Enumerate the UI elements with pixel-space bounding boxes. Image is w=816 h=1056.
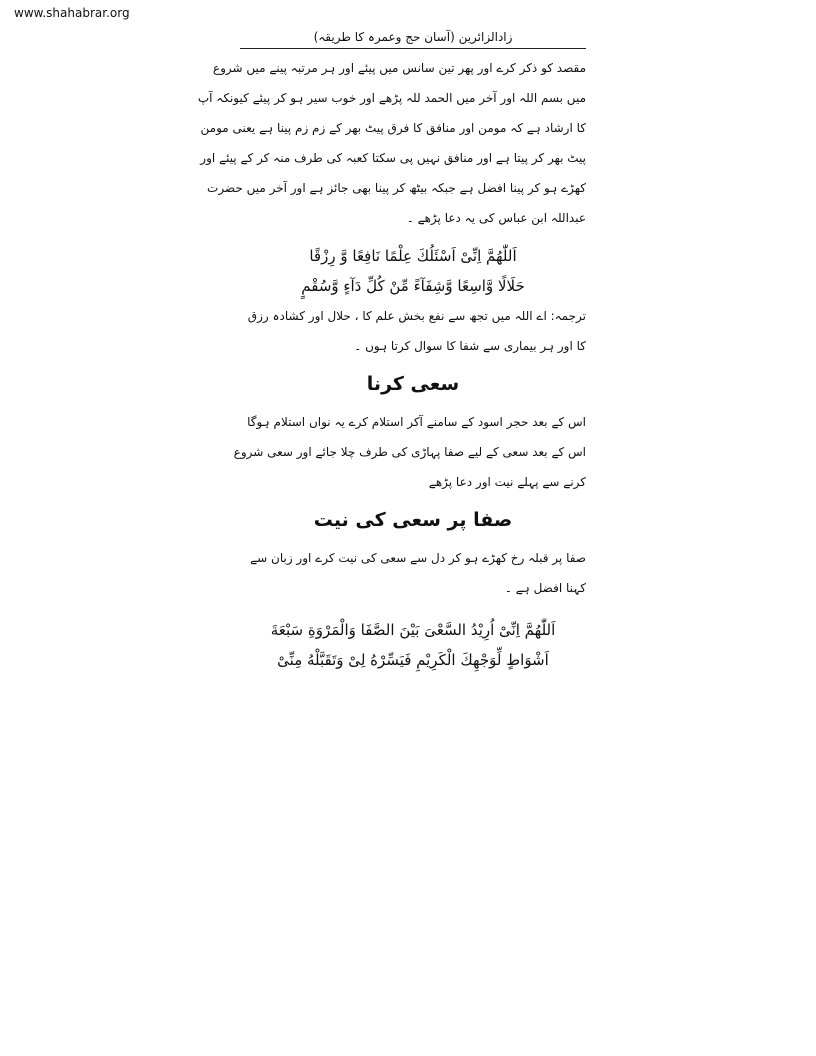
dua-line: اَللّٰهُمَّ اِنِّىْ اَسْئَلُكَ عِلْمًا نَافِعًا وَّ رِزْقًا: [309, 247, 517, 265]
sai-paragraph: [233, 407, 586, 497]
paragraph-line: اس کے بعد حجر اسود کے سامنے آکر استلام کرے یہ نواں استلام ہوگا: [247, 415, 586, 429]
book-page: [197, 28, 586, 675]
dua-sai-niyyat: [240, 615, 586, 675]
paragraph-line: کہنا افضل ہے ۔: [504, 581, 586, 595]
paragraph-line: پیٹ بھر کر پیتا ہے اور منافق نہیں پی سکتا کعبہ کی طرف منہ کر کے پیئے اور: [200, 151, 586, 165]
paragraph-line: صفا پر قبلہ رخ کھڑے ہو کر دل سے سعی کی نیت کرے اور زبان سے: [250, 551, 586, 565]
header-rule: [240, 48, 586, 49]
dua-line: اَشْوَاطٍ لِّوَجْهِكَ الْكَرِيْمِ فَيَسِّرْهُ لِىْ وَتَقَبَّلْهُ مِنِّىْ: [277, 651, 549, 669]
running-head: زادالزائرین (آسان حج وعمرہ کا طریقہ): [313, 30, 513, 44]
paragraph-line: عبداللہ ابن عباس کی یہ دعا پڑھے ۔: [406, 211, 586, 225]
paragraph-line: اس کے بعد سعی کے لیے صفا پہاڑی کی طرف چلا جائے اور سعی شروع: [233, 445, 586, 459]
paragraph-line: مقصد کو ذکر کرے اور پھر تین سانس میں پیئے اور ہر مرتبہ پینے میں شروع: [212, 61, 586, 75]
dua-line: حَلَالًا وَّاسِعًا وَّشِفَآءً مِّنْ كُلِّ دَآءٍ وَّسُقْمٍ: [301, 277, 525, 295]
paragraph-line: کرنے سے پہلے نیت اور دعا پڑھے: [428, 475, 586, 489]
site-url: www.shahabrar.org: [14, 6, 130, 20]
zamzam-paragraph: [197, 53, 586, 233]
section-heading-niyyat: صفا پر سعی کی نیت: [313, 509, 513, 531]
paragraph-line: میں بسم اللہ اور آخر میں الحمد للہ پڑھے اور خوب سیر ہو کر پیئے کیونکہ آپ: [197, 91, 586, 105]
dua-line: اَللّٰهُمَّ اِنِّىْ اُرِيْدُ السَّعْىَ بَيْنَ الصَّفَا وَالْمَرْوَةِ سَبْعَةَ: [270, 621, 556, 639]
section-heading-sai: سعی کرنا: [366, 373, 460, 395]
paragraph-line: کا ارشاد ہے کہ مومن اور منافق کا فرق پیٹ بھر کے زم زم پینا ہے یعنی مومن: [200, 121, 586, 135]
paragraph-line: کھڑے ہو کر پینا افضل ہے جبکہ بیٹھ کر پینا بھی جائز ہے اور آخر میں حضرت: [207, 181, 586, 195]
niyyat-paragraph: [240, 543, 586, 603]
translation-paragraph: [240, 301, 586, 361]
paragraph-line: ترجمہ: اے اللہ میں تجھ سے نفع بخش علم کا ، حلال اور کشادہ رزق: [247, 309, 586, 323]
paragraph-line: کا اور ہر بیماری سے شفا کا سوال کرتا ہوں ۔: [354, 339, 586, 353]
dua-zamzam: [240, 241, 586, 301]
